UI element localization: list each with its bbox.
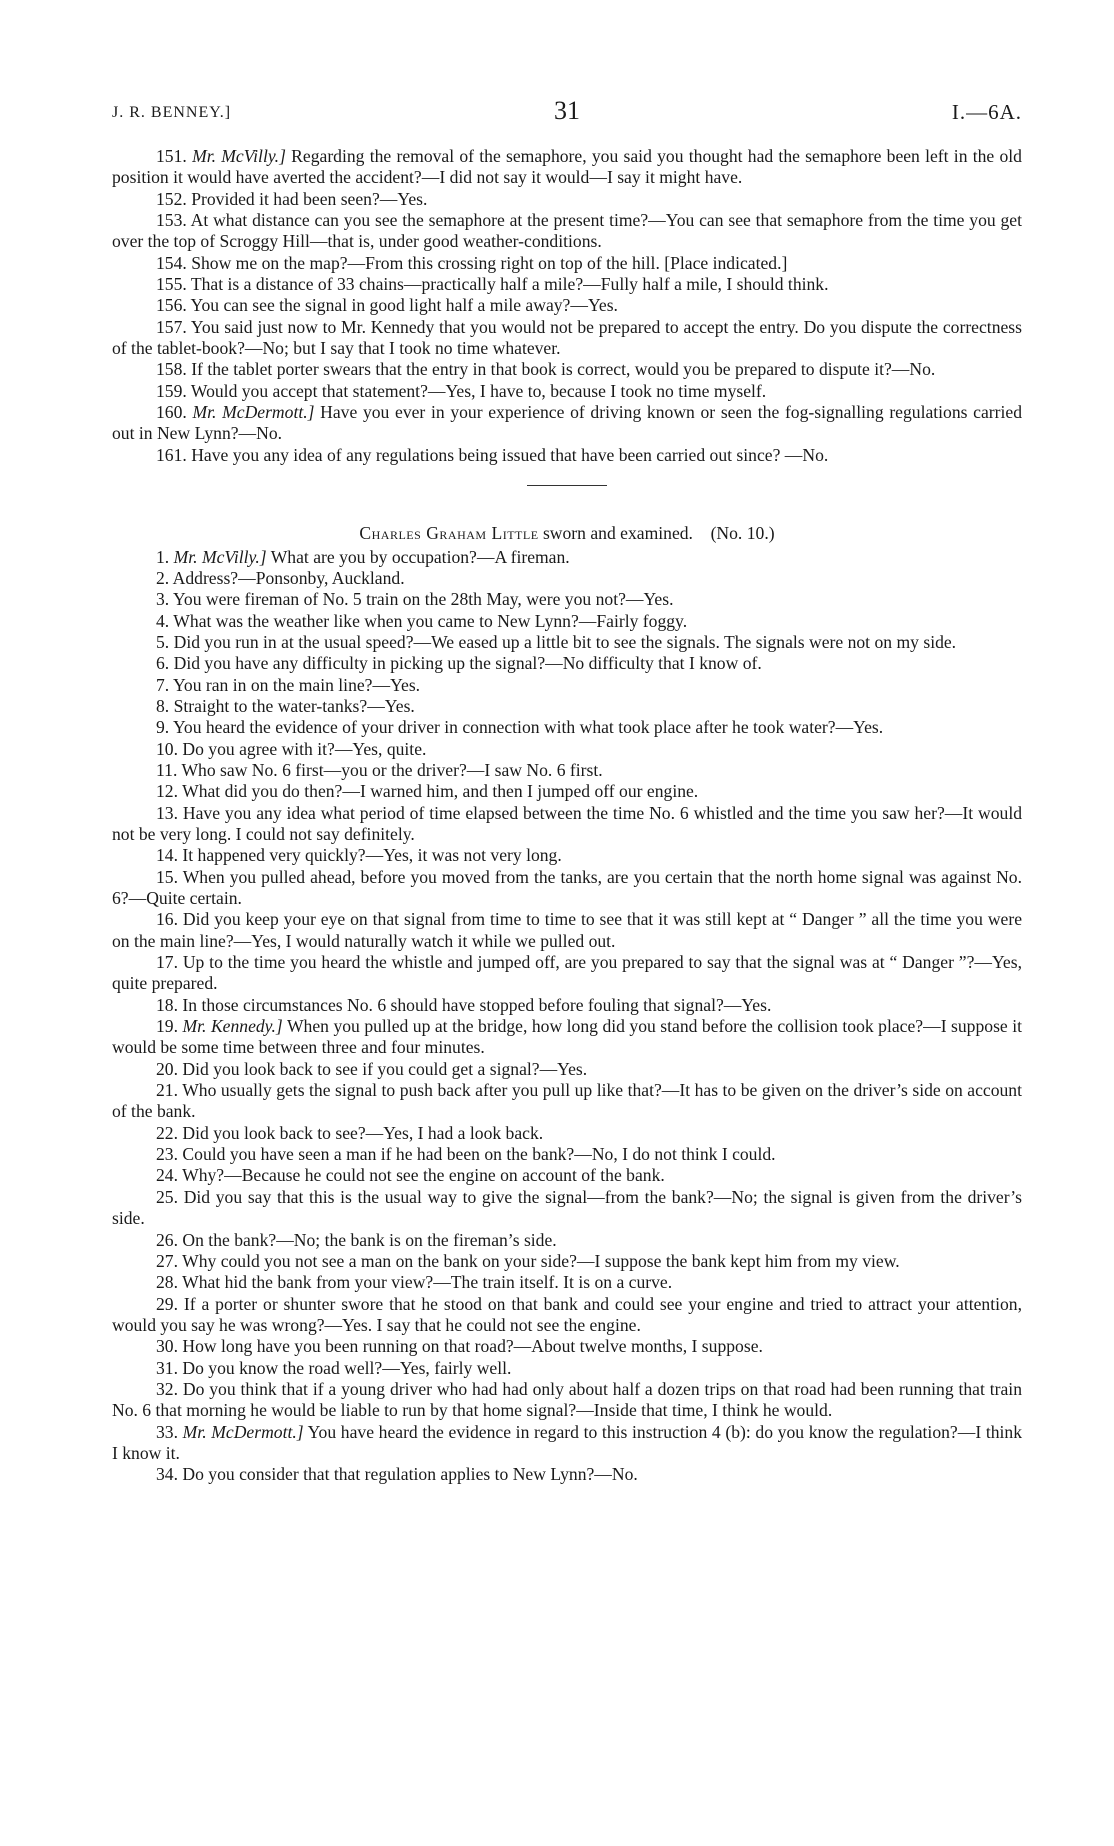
question-text: Have you any idea of any regulations being issued that have been carried out since? —No. xyxy=(191,444,829,465)
question-number: 154. xyxy=(156,252,187,273)
witness-sworn-text: sworn and examined. xyxy=(538,523,693,544)
question-number: 6. xyxy=(156,653,170,674)
question-paragraph xyxy=(112,1358,1022,1379)
questioner-name: Mr. Kennedy.] xyxy=(182,1016,283,1037)
question-paragraph xyxy=(112,1123,1022,1144)
question-number: 33. xyxy=(156,1421,178,1442)
question-paragraph xyxy=(112,1336,1022,1357)
question-number: 155. xyxy=(156,274,187,295)
page-header xyxy=(112,96,1022,130)
examination-continued xyxy=(112,146,1022,466)
question-paragraph xyxy=(112,253,1022,274)
question-number: 13. xyxy=(156,802,178,823)
question-paragraph xyxy=(112,632,1022,653)
question-text: When you pulled up at the bridge, how long did you stand before the collision took place?—I suppose it would be some time between three and four minutes. xyxy=(112,1016,1022,1058)
questioner-name: Mr. McVilly.] xyxy=(192,146,286,166)
question-paragraph xyxy=(112,359,1022,380)
question-text: Did you look back to see?—Yes, I had a look back. xyxy=(182,1122,544,1143)
header-witness-name: J. R. BENNEY.] xyxy=(112,104,232,121)
question-text: Would you accept that statement?—Yes, I have to, because I took no time myself. xyxy=(190,380,767,401)
question-number: 2. xyxy=(156,567,170,588)
question-number: 153. xyxy=(156,210,187,231)
question-number: 14. xyxy=(156,845,178,866)
questioner-name: Mr. McVilly.] xyxy=(173,546,267,567)
question-paragraph xyxy=(112,1379,1022,1422)
question-paragraph xyxy=(112,760,1022,781)
question-text: You have heard the evidence in regard to this instruction 4 (b): do you know the regulation?—I think I know it. xyxy=(112,1421,1022,1463)
question-number: 21. xyxy=(156,1080,178,1101)
question-number: 157. xyxy=(156,316,187,337)
question-text: Do you think that if a young driver who had had only about half a dozen trips on that road had been running that train No. 6 that morning he would be liable to run by that home signal?—Inside that time, I think he would. xyxy=(112,1378,1022,1421)
question-text: Do you agree with it?—Yes, quite. xyxy=(182,738,427,759)
section-divider xyxy=(527,485,607,486)
question-text: What hid the bank from your view?—The train itself. It is on a curve. xyxy=(182,1272,673,1293)
question-paragraph xyxy=(112,295,1022,316)
question-number: 16. xyxy=(156,909,178,930)
question-number: 34. xyxy=(156,1464,178,1485)
question-number: 29. xyxy=(156,1293,178,1314)
question-text: You can see the signal in good light half a mile away?—Yes. xyxy=(190,295,618,316)
question-number: 8. xyxy=(156,695,170,716)
question-paragraph xyxy=(112,317,1022,360)
question-paragraph xyxy=(112,1272,1022,1293)
question-paragraph xyxy=(112,995,1022,1016)
question-number: 3. xyxy=(156,589,170,610)
question-paragraph xyxy=(112,1464,1022,1485)
question-paragraph xyxy=(112,803,1022,846)
question-number: 158. xyxy=(156,359,187,380)
question-text: Did you look back to see if you could get a signal?—Yes. xyxy=(182,1058,588,1079)
question-paragraph xyxy=(112,589,1022,610)
question-number: 27. xyxy=(156,1250,178,1271)
question-text: What are you by occupation?—A fireman. xyxy=(266,546,570,567)
question-text: Did you say that this is the usual way to give the signal—from the bank?—No; the signal is given from the driver’s side. xyxy=(112,1186,1022,1229)
question-paragraph xyxy=(112,1059,1022,1080)
questioner-name: Mr. McDermott.] xyxy=(182,1421,304,1442)
question-number: 32. xyxy=(156,1378,178,1399)
question-text: Who usually gets the signal to push back after you pull up like that?—It has to be given on the driver’s side on account of the bank. xyxy=(112,1080,1022,1122)
question-paragraph xyxy=(112,274,1022,295)
question-paragraph xyxy=(112,1187,1022,1230)
question-text: You ran in on the main line?—Yes. xyxy=(172,674,421,695)
question-number: 24. xyxy=(156,1165,178,1186)
question-text: In those circumstances No. 6 should have stopped before fouling that signal?—Yes. xyxy=(182,994,772,1015)
question-text: You heard the evidence of your driver in connection with what took place after he took water?—Yes. xyxy=(172,717,884,738)
question-number: 25. xyxy=(156,1186,178,1207)
question-text: Show me on the map?—From this crossing right on top of the hill. [Place indicated.] xyxy=(191,252,788,273)
question-number: 30. xyxy=(156,1336,178,1357)
question-text: That is a distance of 33 chains—practically half a mile?—Fully half a mile, I should think. xyxy=(190,274,829,295)
question-paragraph xyxy=(112,568,1022,589)
question-text: On the bank?—No; the bank is on the fireman’s side. xyxy=(182,1229,557,1250)
question-text: Have you ever in your experience of driving known or seen the fog-signalling regulations carried out in New Lynn?—No. xyxy=(112,402,1023,444)
examination-little xyxy=(112,547,1022,1486)
question-text: You were fireman of No. 5 train on the 28th May, were you not?—Yes. xyxy=(172,589,674,610)
question-number: 9. xyxy=(156,717,170,738)
page-body xyxy=(112,146,1022,1486)
question-text: Address?—Ponsonby, Auckland. xyxy=(172,567,405,588)
question-number: 152. xyxy=(156,188,187,209)
question-text: Regarding the removal of the semaphore, you said you thought had the semaphore been left in the old position it would have averted the accident?—I did not say it would—I say it might have. xyxy=(112,146,1022,188)
question-number: 12. xyxy=(156,781,178,802)
question-number: 28. xyxy=(156,1272,178,1293)
question-text: Up to the time you heard the whistle and jumped off, are you prepared to say that the signal was at “ Danger ”?—Yes, quite prepared. xyxy=(112,952,1022,994)
question-text: Why?—Because he could not see the engine on account of the bank. xyxy=(182,1165,665,1186)
question-text: Why could you not see a man on the bank on your side?—I suppose the bank kept him from my view. xyxy=(182,1250,900,1271)
question-text: What did you do then?—I warned him, and then I jumped off our engine. xyxy=(182,781,699,802)
question-number: 15. xyxy=(156,866,178,887)
question-text: Could you have seen a man if he had been on the bank?—No, I do not think I could. xyxy=(182,1144,776,1165)
question-paragraph xyxy=(112,1144,1022,1165)
question-paragraph xyxy=(112,381,1022,402)
question-number: 5. xyxy=(156,631,170,652)
question-paragraph xyxy=(112,189,1022,210)
question-paragraph xyxy=(112,210,1022,253)
question-paragraph xyxy=(112,146,1022,189)
question-number: 23. xyxy=(156,1144,178,1165)
question-text: How long have you been running on that road?—About twelve months, I suppose. xyxy=(182,1336,763,1357)
question-number: 7. xyxy=(156,674,170,695)
question-text: If the tablet porter swears that the entry in that book is correct, would you be prepared to dispute it?—No. xyxy=(191,359,936,380)
question-number: 19. xyxy=(156,1016,178,1037)
question-paragraph xyxy=(112,1230,1022,1251)
question-text: It happened very quickly?—Yes, it was not very long. xyxy=(182,845,562,866)
question-paragraph xyxy=(112,1294,1022,1337)
page-number: 31 xyxy=(554,96,580,125)
question-paragraph xyxy=(112,739,1022,760)
witness-name: Charles Graham Little xyxy=(359,523,539,544)
question-paragraph xyxy=(112,675,1022,696)
question-text: Did you have any difficulty in picking up the signal?—No difficulty that I know of. xyxy=(173,653,762,674)
question-number: 26. xyxy=(156,1229,178,1250)
question-number: 160. xyxy=(156,402,187,423)
question-paragraph xyxy=(112,1080,1022,1123)
question-text: Do you know the road well?—Yes, fairly well. xyxy=(182,1357,512,1378)
question-number: 161. xyxy=(156,444,187,465)
question-paragraph xyxy=(112,445,1022,466)
question-text: Straight to the water-tanks?—Yes. xyxy=(173,695,415,716)
witness-heading xyxy=(112,523,1022,544)
question-text: Do you consider that that regulation applies to New Lynn?—No. xyxy=(182,1464,638,1485)
question-number: 20. xyxy=(156,1058,178,1079)
question-paragraph xyxy=(112,402,1022,445)
question-paragraph xyxy=(112,909,1022,952)
witness-number: (No. 10.) xyxy=(710,523,775,544)
question-number: 17. xyxy=(156,952,178,973)
question-paragraph xyxy=(112,611,1022,632)
question-text: Did you run in at the usual speed?—We eased up a little bit to see the signals. The signals were not on my side. xyxy=(173,631,957,652)
question-text: Did you keep your eye on that signal from time to time to see that it was still kept at “ Danger ” all the time you were on the main line?—Yes, I would naturally watch it while we pulled out. xyxy=(112,909,1022,951)
question-number: 4. xyxy=(156,610,170,631)
question-number: 10. xyxy=(156,738,178,759)
question-paragraph xyxy=(112,781,1022,802)
question-number: 18. xyxy=(156,994,178,1015)
question-paragraph xyxy=(112,717,1022,738)
question-paragraph xyxy=(112,1422,1022,1465)
question-number: 151. xyxy=(156,146,187,166)
document-reference: I.—6A. xyxy=(951,100,1022,124)
question-text: What was the weather like when you came to New Lynn?—Fairly foggy. xyxy=(173,610,688,631)
question-number: 11. xyxy=(156,759,178,780)
question-text: If a porter or shunter swore that he stood on that bank and could see your engine and tried to attract your attention, would you say he was wrong?—Yes. I say that he could not see the engine. xyxy=(112,1293,1022,1335)
questioner-name: Mr. McDermott.] xyxy=(192,402,315,423)
question-paragraph xyxy=(112,952,1022,995)
question-number: 31. xyxy=(156,1357,178,1378)
question-text: Who saw No. 6 first—you or the driver?—I saw No. 6 first. xyxy=(181,759,603,780)
question-text: When you pulled ahead, before you moved from the tanks, are you certain that the north home signal was against No. 6?—Quite certain. xyxy=(112,866,1022,908)
question-paragraph xyxy=(112,1251,1022,1272)
question-text: You said just now to Mr. Kennedy that you would not be prepared to accept the entry. Do you dispute the correctness of the tablet-book?—No; but I say that I took no time whatever. xyxy=(112,316,1022,359)
question-text: Have you any idea what period of time elapsed between the time No. 6 whistled and the time you saw her?—It would not be very long. I could not say definitely. xyxy=(112,802,1023,844)
question-number: 159. xyxy=(156,380,187,401)
question-text: Provided it had been seen?—Yes. xyxy=(191,188,428,209)
question-paragraph xyxy=(112,867,1022,910)
question-paragraph xyxy=(112,1016,1022,1059)
question-paragraph xyxy=(112,653,1022,674)
question-paragraph xyxy=(112,1165,1022,1186)
question-paragraph xyxy=(112,547,1022,568)
question-number: 22. xyxy=(156,1122,178,1143)
question-paragraph xyxy=(112,696,1022,717)
question-paragraph xyxy=(112,845,1022,866)
question-number: 156. xyxy=(156,295,187,316)
question-number: 1. xyxy=(156,546,170,567)
question-text: At what distance can you see the semaphore at the present time?—You can see that semaphore from the time you get over the top of Scroggy Hill—that is, under good weather-conditions. xyxy=(112,210,1022,252)
